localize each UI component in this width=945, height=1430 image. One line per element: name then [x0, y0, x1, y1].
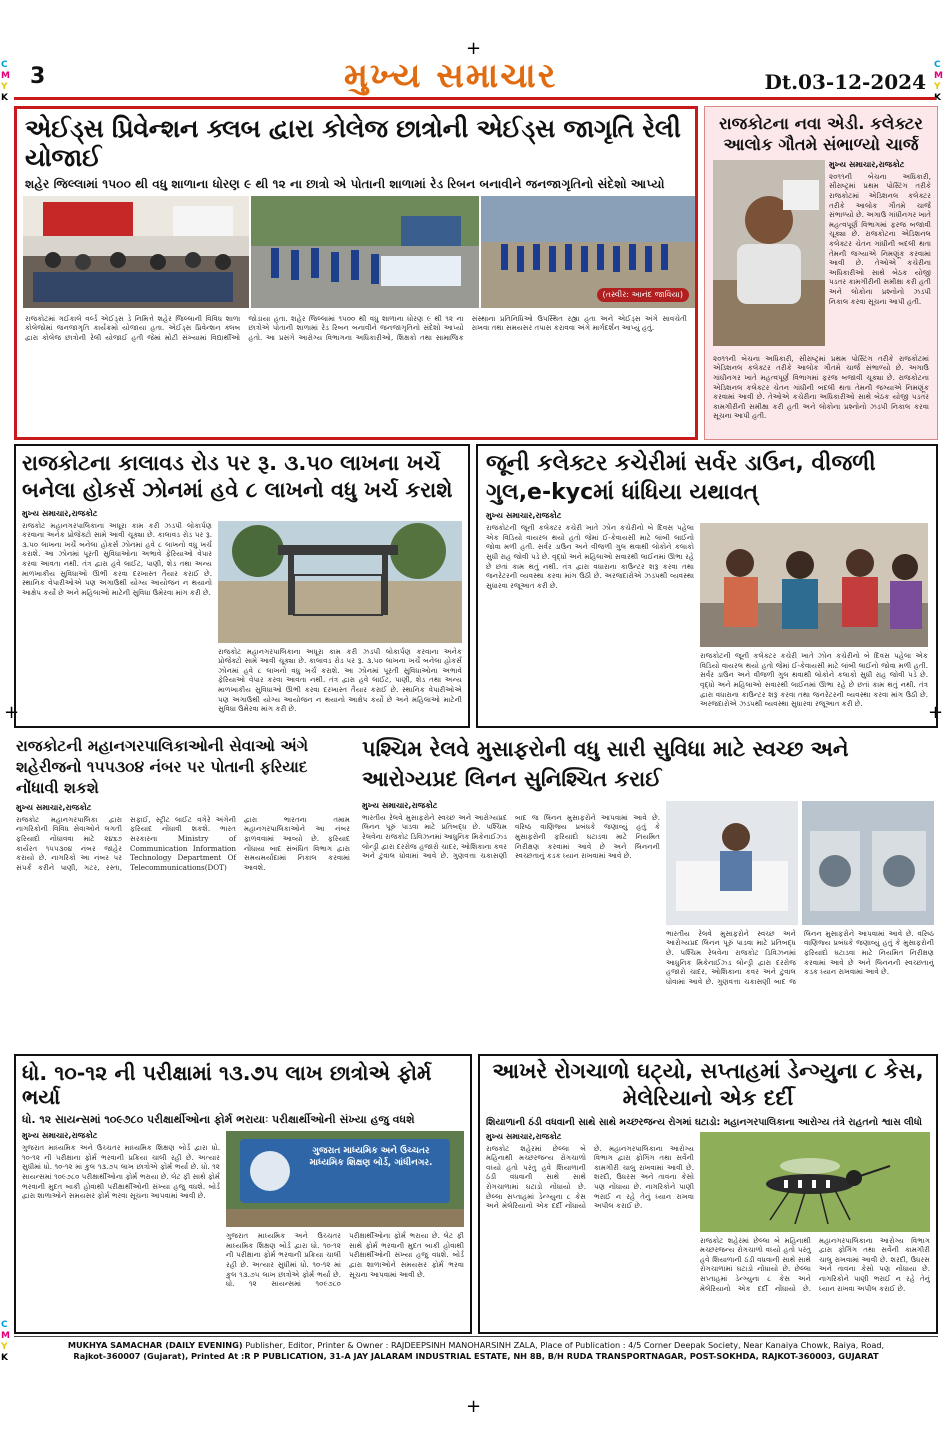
cmyk-strip-top-right: C M Y K	[934, 60, 943, 103]
photo-board-building-sign	[226, 1131, 464, 1227]
story-body-side: ૨૦૧૧ની બેચના અધિકારી, સૌરાષ્ટ્રમાં પ્રથમ પોસ્ટિંગ તરીકે રાજકોટમાં એડિશનલ કલેક્ટર તરીકે આલોક ગૌતમે ચાર્જ સંભાળ્યો છે. અગાઉ ગાંધીનગર ખાતે મહત્વપૂર્ણ વિભાગમાં ફરજ બજાવી ચૂક્યા છે. રાજકોટના એડિશનલ કલેક્ટર ચેતન ગાંધીની બદલી થતા તેમની જગ્યાએ નિમણૂંક કરવામાં આવી છે. તેઓએ કચેરીના અધિકારીઓ સાથે બેઠક યોજી પડતર કામગીરીની સમીક્ષા કરી હતી અને લોકોના પ્રશ્નોનો ઝડપી નિકાલ કરવા સૂચના આપી હતી.	[829, 171, 931, 306]
story-complaint-number	[14, 732, 352, 1048]
story-railway-linen	[358, 732, 938, 1048]
story-server-down	[476, 444, 938, 728]
story-headline: રાજકોટની મહાનગરપાલિકાઓની સેવાઓ અંગે શહેરીજનો ૧૫૫૩૦૪ નંબર પર પોતાની ફરિયાદ નોંધાવી શકશે	[16, 737, 309, 797]
story-body-continued: રાજકોટ મહાનગરપાલિકાના અધૂરા કામ કરી ઝડપી લોકાર્પણ કરવાના અનેક પ્રોજેક્ટો સામે આવી ચૂક્યા છે. કાલાવડ રોડ પર રૂ. ૩.૫૦ લાખના ખર્ચે બનેલા હોકર્સ ઝોનમાં હવે ૮ લાખનો વધુ ખર્ચ કરાશે. આ ઝોનમાં પૂરતી સુવિધાઓના અભાવે ફેરિયાઓ વેપાર કરવા આવતા નથી. તંત્ર દ્વારા હવે લાઈટ, પાણી, શેડ તથા અન્ય માળખાકીય સુવિધાઓ ઊભી કરવા દરખાસ્ત તૈયાર કરાઈ છે. સ્થાનિક વેપારીઓએ પણ અગાઉથી યોગ્ય આયોજન ન થયાનો આક્ષેપ કર્યો છે અને મહિલાઓ માટેની સુવિધા ઉમેરવા માંગ કરી છે.	[218, 646, 462, 714]
photo-caption: (તસ્વીર: આનંદ જાવિયા)	[597, 288, 690, 302]
story-byline: મુખ્ય સમાચાર,રાજકોટ	[22, 508, 98, 518]
issue-date: Dt.03-12-2024	[764, 70, 926, 94]
story-headline: જૂની કલેક્ટર કચેરીમાં સર્વર ડાઉન, વીજળી ગુલ,e-kycમાં ધાંધિયા યથાવત્	[486, 451, 876, 505]
cmyk-strip-top-left: C M Y K	[1, 60, 10, 103]
story-body: રાજકોટ શહેરમાં છેલ્લા બે મહિનાથી મચ્છરજન્ય રોગચાળો વધ્યો હતો પરંતુ હવે શિયાળાની ઠંડી વધવાની સાથે સાથે રોગચાળામાં ઘટાડો નોંધાયો છે. છેલ્લા સપ્તાહમાં ડેન્ગ્યુના ૮ કેસ અને મેલેરિયાનો એક દર્દી નોંધાયો છે. મહાનગરપાલિકાના આરોગ્ય વિભાગ દ્વારા ફોગિંગ તથા સર્વેની કામગીરી ચાલુ રાખવામાં આવી છે. શરદી, ઉધરસ અને તાવના કેસો પણ નોંધાયા છે. નાગરિકોને પાણી ભરાઈ ન રહે તેનું ધ્યાન રાખવા અપીલ કરાઈ છે.	[486, 1143, 694, 1211]
story-headline: પશ્ચિમ રેલવે મુસાફરોની વધુ સારી સુવિધા માટે સ્વચ્છ અને આરોગ્યપ્રદ લિનન સુનિશ્ચિત કરાઈ	[358, 732, 938, 797]
story-collector	[704, 106, 938, 440]
footer-printer-line: Rajkot-360007 (Gujarat), Printed At :R P PUBLICATION, 31-A JAY JALARAM INDUSTRIAL ESTATE, NH 8B, B/H RUDA TRANSPORTNAGAR, POST-SOKHDA, RAJKOT-360003, GUJARAT	[73, 1351, 879, 1361]
story-body: રાજકોટની જૂની કલેક્ટર કચેરી ખાતે ઝોન કચેરીનો બે દિવસ પહેલા એક વિડિયો વાયરલ થયો હતો જેમાં ઈ-કેવાયસી માટે લાંબી લાઈનો જોવા મળી હતી. સર્વર ડાઉન અને વીજળી ગુલ થવાથી લોકોને કલાકો સુધી રાહ જોવી પડે છે. વૃદ્ધો અને મહિલાઓ સવારથી લાઈનમાં ઊભા રહે છે છતાં કામ થતું નથી. તંત્ર દ્વારા વધારાના કાઉન્ટર શરૂ કરવા તથા જનરેટરની વ્યવસ્થા કરવા માંગ ઉઠી છે. અરજદારોએ ઝડપથી વ્યવસ્થા સુધારવા રજૂઆત કરી છે.	[486, 523, 694, 590]
story-byline: મુખ્ય સમાચાર,રાજકોટ	[829, 159, 905, 169]
photo-rally-ground	[481, 196, 695, 308]
photo-office-queue	[700, 523, 928, 647]
story-body: ભારતીય રેલવે મુસાફરોને સ્વચ્છ અને આરોગ્યપ્રદ લિનન પૂરું પાડવા માટે પ્રતિબદ્ધ છે. પશ્ચિમ રેલવેના રાજકોટ ડિવિઝનમાં આધુનિક મિકેનાઈઝ્ડ લોન્ડ્રી દ્વારા દરરોજ હજારો ચાદર, ઓશિકાના કવર અને ટુવાલ ધોવામાં આવે છે. ગુણવત્તા ચકાસણી બાદ જ લિનન મુસાફરોને આપવામાં આવે છે. વરિષ્ઠ વાણિજ્ય પ્રબંધકે જણાવ્યું હતું કે મુસાફરોની ફરિયાદો ઘટાડવા માટે નિયમિત નિરીક્ષણ કરવામાં આવે છે અને લિનનની સ્વચ્છતાનું કડક ધ્યાન રાખવામાં આવે છે.	[362, 812, 660, 861]
story-body-continued: રાજકોટની જૂની કલેક્ટર કચેરી ખાતે ઝોન કચેરીનો બે દિવસ પહેલા એક વિડિયો વાયરલ થયો હતો જેમાં ઈ-કેવાયસી માટે લાંબી લાઈનો જોવા મળી હતી. સર્વર ડાઉન અને વીજળી ગુલ થવાથી લોકોને કલાકો સુધી રાહ જોવી પડે છે. વૃદ્ધો અને મહિલાઓ સવારથી લાઈનમાં ઊભા રહે છે છતાં કામ થતું નથી. તંત્ર દ્વારા વધારાના કાઉન્ટર શરૂ કરવા તથા જનરેટરની વ્યવસ્થા કરવા માંગ ઉઠી છે. અરજદારોએ ઝડપથી વ્યવસ્થા સુધારવા રજૂઆત કરી છે.	[700, 651, 928, 709]
story-board-exam	[14, 1054, 472, 1334]
story-body: રાજકોટ મહાનગરપાલિકા દ્વારા નાગરિકોની વિવિધ સેવાઓને લગતી ફરિયાદો નોંધાવવા માટે ૨૪x૭ કાર્યરત ૧૫૫૩૦૪ નંબર જાહેર કરાયો છે. નાગરિકો આ નંબર પર સંપર્ક કરીને પાણી, ગટર, રસ્તા, સફાઈ, સ્ટ્રીટ લાઈટ વગેરે અંગેની ફરિયાદ નોંધાવી શકશે. ભારત સરકારના Ministry of Communication Information Technology Department Of Telecommunications(DOT) દ્વારા ભારતના તમામ મહાનગરપાલિકાઓને આ નંબર ફાળવવામાં આવ્યો છે. ફરિયાદ નોંધાયા બાદ સંબંધિત વિભાગ દ્વારા સમયમર્યાદામાં નિકાલ કરવામાં આવશે.	[16, 814, 350, 872]
photo-mosquito	[700, 1132, 930, 1232]
masthead-title: મુખ્ય સમાચાર	[344, 56, 558, 96]
imprint-footer	[14, 1336, 938, 1362]
story-subhead: શહેર જિલ્લામાં ૧૫૦૦ થી વધુ શાળાના ધોરણ ૯ થી ૧૨ ના છાત્રો એ પોતાની શાળામાં રેડ રિબન બનાવીને જનજાગૃતિનો સંદેશો આપ્યો	[25, 176, 665, 191]
story-epidemic	[478, 1054, 938, 1334]
registration-mark-top: +	[466, 38, 482, 59]
story-headline: રાજકોટના કાલાવડ રોડ પર રૂ. ૩.૫૦ લાખના ખર્ચે બનેલા હોકર્સ ઝોનમાં હવે ૮ લાખનો વધુ ખર્ચ કરાશે	[22, 451, 453, 503]
story-body-continued: રાજકોટ શહેરમાં છેલ્લા બે મહિનાથી મચ્છરજન્ય રોગચાળો વધ્યો હતો પરંતુ હવે શિયાળાની ઠંડી વધવાની સાથે સાથે રોગચાળામાં ઘટાડો નોંધાયો છે. છેલ્લા સપ્તાહમાં ડેન્ગ્યુના ૮ કેસ અને મેલેરિયાનો એક દર્દી નોંધાયો છે. મહાનગરપાલિકાના આરોગ્ય વિભાગ દ્વારા ફોગિંગ તથા સર્વેની કામગીરી ચાલુ રાખવામાં આવી છે. શરદી, ઉધરસ અને તાવના કેસો પણ નોંધાયા છે. નાગરિકોને પાણી ભરાઈ ન રહે તેનું ધ્યાન રાખવા અપીલ કરાઈ છે.	[700, 1235, 930, 1293]
story-body-continued: ગુજરાત માધ્યમિક અને ઉચ્ચતર માધ્યમિક શિક્ષણ બોર્ડ દ્વારા ધો. ૧૦-૧૨ ની પરીક્ષાના ફોર્મ ભરવાની પ્રક્રિયા ચાલી રહી છે. અત્યાર સુધીમાં ધો. ૧૦-૧૨ માં કુલ ૧૩.૭૫ લાખ છાત્રોએ ફોર્મ ભર્યા છે. ધો. ૧૨ સાયન્સમાં ૧૦૯૭૮૦ પરીક્ષાર્થીઓના ફોર્મ ભરાયા છે. લેટ ફી સાથે ફોર્મ ભરવાની મુદત બાકી હોવાથી પરીક્ષાર્થીઓની સંખ્યા હજુ વધશે. બોર્ડ દ્વારા શાળાઓને સમયસર ફોર્મ ભરવા સૂચના આપવામાં આવી છે.	[226, 1231, 464, 1289]
registration-mark-left: +	[4, 702, 20, 723]
cmyk-strip-bottom-left: C M Y K	[1, 1320, 10, 1363]
story-body-continued: ભારતીય રેલવે મુસાફરોને સ્વચ્છ અને આરોગ્યપ્રદ લિનન પૂરું પાડવા માટે પ્રતિબદ્ધ છે. પશ્ચિમ રેલવેના રાજકોટ ડિવિઝનમાં આધુનિક મિકેનાઈઝ્ડ લોન્ડ્રી દ્વારા દરરોજ હજારો ચાદર, ઓશિકાના કવર અને ટુવાલ ધોવામાં આવે છે. ગુણવત્તા ચકાસણી બાદ જ લિનન મુસાફરોને આપવામાં આવે છે. વરિષ્ઠ વાણિજ્ય પ્રબંધકે જણાવ્યું હતું કે મુસાફરોની ફરિયાદો ઘટાડવા માટે નિયમિત નિરીક્ષણ કરવામાં આવે છે અને લિનનની સ્વચ્છતાનું કડક ધ્યાન રાખવામાં આવે છે.	[666, 928, 934, 986]
story-byline: મુખ્ય સમાચાર,રાજકોટ	[362, 800, 438, 810]
photo-laundry-worker	[666, 801, 798, 925]
story-headline: રાજકોટના નવા એડી. કલેક્ટર આલોક ગૌતમે સંભાળ્યો ચાર્જ	[719, 114, 923, 155]
story-body: રાજકોટમાં ગઈકાલે વર્લ્ડ એઈડ્સ ડે નિમિત્તે શહેર જિલ્લાની વિવિધ શાળા કોલેજોમાં જનજાગૃતિ કાર્યક્રમો યોજાયા હતા. એઈડ્સ પ્રિવેન્શન ક્લબ દ્વારા કોલેજ છાત્રોની રેલી યોજાઈ હતી જેમાં મોટી સંખ્યામાં વિદ્યાર્થીઓ જોડાયા હતા. શહેર જિલ્લામાં ૧૫૦૦ થી વધુ શાળાના ધોરણ ૯ થી ૧૨ ના છાત્રોએ પોતાની શાળામાં રેડ રિબન બનાવીને જનજાગૃતિનો સંદેશો આપ્યો હતો. આ પ્રસંગે આરોગ્ય વિભાગના અધિકારીઓ, શિક્ષકો તથા સામાજિક સંસ્થાના પ્રતિનિધિઓ ઉપસ્થિત રહ્યા હતા અને એઈડ્સ અંગે સાવચેતી રાખવા તથા સમયસર તપાસ કરાવવા અંગે માર્ગદર્શન આપ્યું હતું.	[25, 313, 687, 342]
story-headline: એઈડ્સ પ્રિવેન્શન ક્લબ દ્વારા કોલેજ છાત્રોની એઈડ્સ જાગૃતિ રેલી યોજાઈ	[25, 114, 681, 172]
photo-rally-road	[251, 196, 479, 308]
story-byline: મુખ્ય સમાચાર,રાજકોટ	[486, 511, 562, 521]
story-body: રાજકોટ મહાનગરપાલિકાના અધૂરા કામ કરી ઝડપી લોકાર્પણ કરવાના અનેક પ્રોજેક્ટો સામે આવી ચૂક્યા છે. કાલાવડ રોડ પર રૂ. ૩.૫૦ લાખના ખર્ચે બનેલા હોકર્સ ઝોનમાં હવે ૮ લાખનો વધુ ખર્ચ કરાશે. આ ઝોનમાં પૂરતી સુવિધાઓના અભાવે ફેરિયાઓ વેપાર કરવા આવતા નથી. તંત્ર દ્વારા હવે લાઈટ, પાણી, શેડ તથા અન્ય માળખાકીય સુવિધાઓ ઊભી કરવા દરખાસ્ત તૈયાર કરાઈ છે. સ્થાનિક વેપારીઓએ પણ અગાઉથી યોગ્ય આયોજન ન થયાનો આક્ષેપ કર્યો છે અને મહિલાઓ માટેની સુવિધા ઉમેરવા માંગ કરી છે.	[22, 520, 212, 597]
story-aids-rally	[14, 106, 698, 440]
page-header	[14, 56, 936, 100]
page-number: 3	[30, 64, 46, 89]
photo-seminar-hall	[23, 196, 249, 308]
story-headline: આખરે રોગચાળો ઘટ્યો, સપ્તાહમાં ડેન્ગ્યુના ૮ કેસ, મેલેરિયાનો એક દર્દી	[492, 1059, 924, 1111]
story-body: ૨૦૧૧ની બેચના અધિકારી, સૌરાષ્ટ્રમાં પ્રથમ પોસ્ટિંગ તરીકે રાજકોટમાં એડિશનલ કલેક્ટર તરીકે આલોક ગૌતમે ચાર્જ સંભાળ્યો છે. અગાઉ ગાંધીનગર ખાતે મહત્વપૂર્ણ વિભાગમાં ફરજ બજાવી ચૂક્યા છે. રાજકોટના એડિશનલ કલેક્ટર ચેતન ગાંધીની બદલી થતા તેમની જગ્યાએ નિમણૂંક કરવામાં આવી છે. તેઓએ કચેરીના અધિકારીઓ સાથે બેઠક યોજી પડતર કામગીરીની સમીક્ષા કરી હતી અને લોકોના પ્રશ્નોનો ઝડપી નિકાલ કરવા સૂચના આપી હતી.	[713, 353, 929, 421]
photo-strip	[23, 196, 689, 308]
photo-collector-portrait	[713, 160, 825, 346]
story-body: ગુજરાત માધ્યમિક અને ઉચ્ચતર માધ્યમિક શિક્ષણ બોર્ડ દ્વારા ધો. ૧૦-૧૨ ની પરીક્ષાના ફોર્મ ભરવાની પ્રક્રિયા ચાલી રહી છે. અત્યાર સુધીમાં ધો. ૧૦-૧૨ માં કુલ ૧૩.૭૫ લાખ છાત્રોએ ફોર્મ ભર્યા છે. ધો. ૧૨ સાયન્સમાં ૧૦૯૭૮૦ પરીક્ષાર્થીઓના ફોર્મ ભરાયા છે. લેટ ફી સાથે ફોર્મ ભરવાની મુદત બાકી હોવાથી પરીક્ષાર્થીઓની સંખ્યા હજુ વધશે. બોર્ડ દ્વારા શાળાઓને સમયસર ફોર્મ ભરવા સૂચના આપવામાં આવી છે.	[22, 1143, 220, 1201]
story-byline: મુખ્ય સમાચાર,રાજકોટ	[16, 802, 92, 812]
story-byline: મુખ્ય સમાચાર,રાજકોટ	[486, 1131, 562, 1141]
story-hawkers-zone	[14, 444, 470, 728]
story-headline: ધો. ૧૦-૧૨ ની પરીક્ષામાં ૧૩.૭૫ લાખ છાત્રોએ ફોર્મ ભર્યા	[22, 1061, 432, 1109]
registration-mark-right: +	[928, 702, 944, 723]
footer-publisher-line: Publisher, Editor, Printer & Owner : RAJDEEPSINH MANOHARSINH ZALA, Place of Publication : 4/5 Corner Deepak Society, Near Kanaiya Chowk, Raiya, Road,	[245, 1340, 885, 1350]
photo-laundry-machines	[802, 801, 934, 925]
board-sign-text: ગુજરાત માધ્યમિક અને ઉચ્ચતર માધ્યમિક શિક્ષણ બોર્ડ, ગાંધીનગર.	[309, 1146, 433, 1169]
story-subhead: ધો. ૧૨ સાયન્સમાં ૧૦૯૭૮૦ પરીક્ષાર્થીઓના ફોર્મ ભરાયાઃ પરીક્ષાર્થીઓની સંખ્યા હજુ વધશે	[22, 1113, 415, 1127]
registration-mark-bottom: +	[466, 1396, 482, 1417]
story-subhead: શિયાળાની ઠંડી વધવાની સાથે સાથે મચ્છરજન્ય રોગમાં ઘટાડો: મહાનગરપાલિકાના આરોગ્ય તંત્રે રાહતનો શ્વાસ લીધો	[486, 1116, 922, 1128]
story-byline: મુખ્ય સમાચાર,રાજકોટ	[22, 1131, 98, 1141]
footer-publication-name: MUKHYA SAMACHAR (DAILY EVENING)	[67, 1340, 243, 1350]
photo-hawkers-gate	[218, 521, 462, 643]
